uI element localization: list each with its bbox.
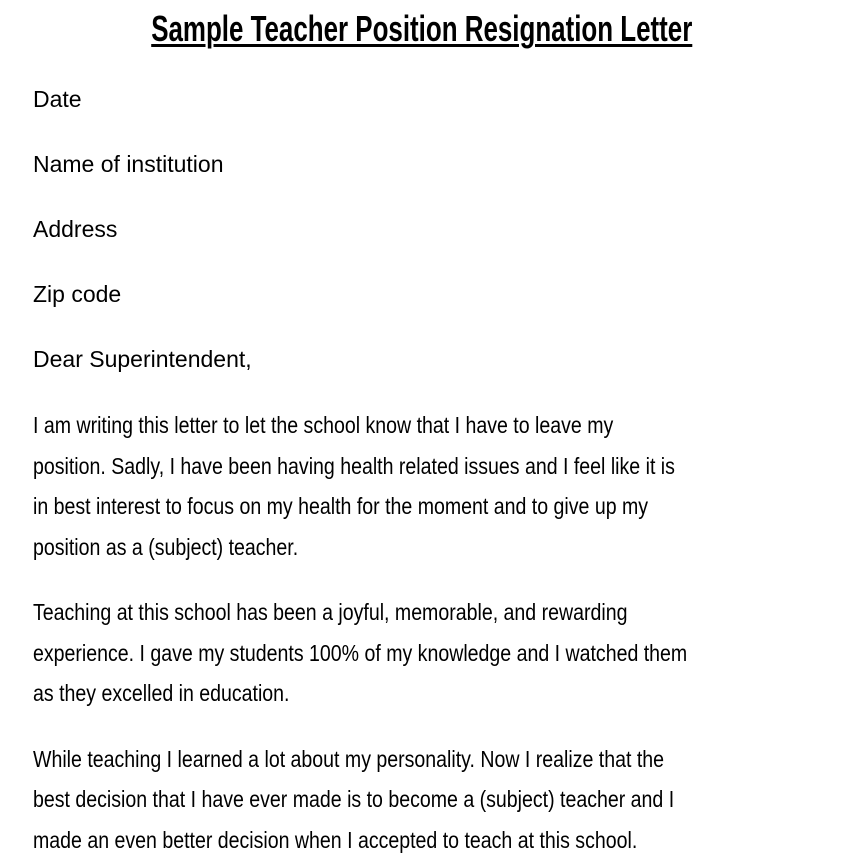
field-address: Address [33,216,118,242]
paragraph-line: experience. I gave my students 100% of my knowledge and I watched them [33,639,688,666]
title-row [33,8,810,50]
salutation: Dear Superintendent, [33,346,252,372]
paragraph-line: I am writing this letter to let the school know that I have to leave my [33,412,614,438]
field-date: Date [33,86,82,112]
paragraph-line: position. Sadly, I have been having health related issues and I feel like it is [33,452,675,479]
paragraph-line: While teaching I learned a lot about my personality. Now I realize that the [33,745,665,772]
paragraph-line: as they excelled in education. [33,680,290,706]
paragraph-line: position as a (subject) teacher. [33,533,299,560]
paragraph-reason [33,405,693,567]
paragraph-experience [33,592,693,714]
field-zip-code: Zip code [33,281,122,307]
field-institution-name: Name of institution [33,151,224,177]
paragraph-line: Teaching at this school has been a joyful, memorable, and rewarding [33,599,628,625]
paragraph-line: made an even better decision when I accepted to teach at this school. [33,826,638,853]
document-title: Sample Teacher Position Resignation Letter [150,8,693,49]
paragraph-reflection [33,739,693,861]
paragraph-line: best decision that I have ever made is to become a (subject) teacher and I [33,786,675,812]
paragraph-line: in best interest to focus on my health for the moment and to give up my [33,493,649,519]
